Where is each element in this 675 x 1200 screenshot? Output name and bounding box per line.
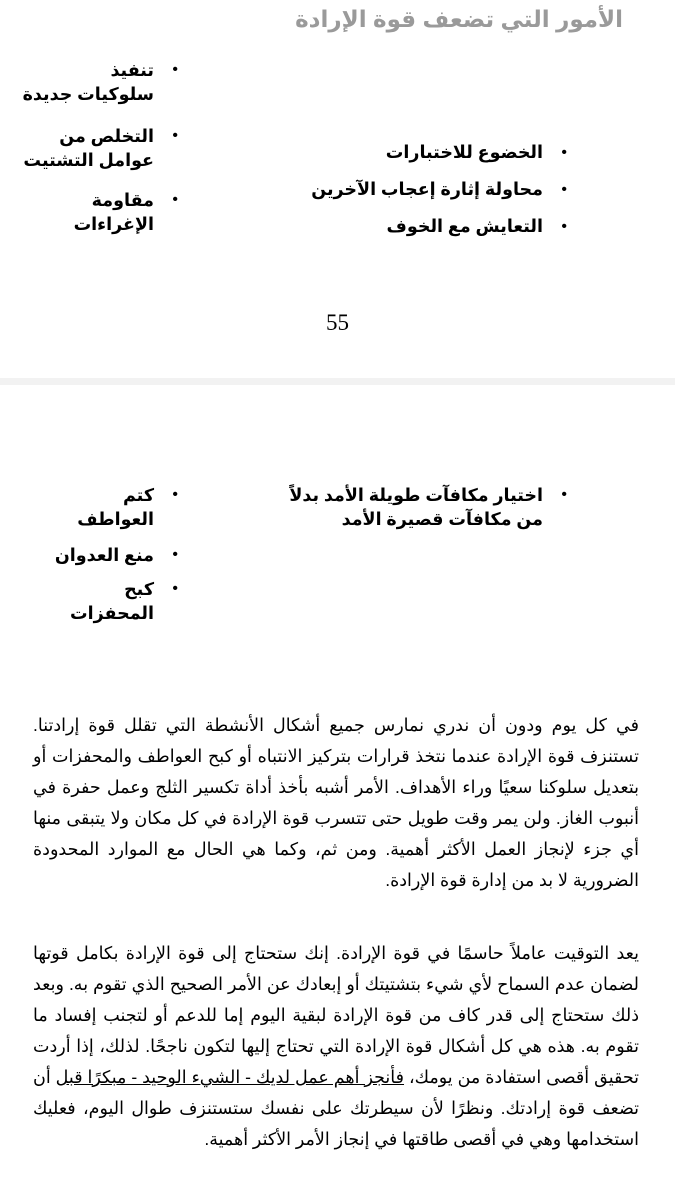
- underlined-key-phrase: فأنجز أهم عمل لديك - الشيء الوحيد - مبكرًا قبل: [55, 1067, 405, 1087]
- body-paragraph-1: في كل يوم ودون أن ندري نمارس جميع أشكال الأنشطة التي تقلل قوة إرادتنا. تستنزف قوة الإرادة عندما نتخذ قرارات بتركيز الانتباه أو كبح العواطف والمحفزات أو بتعديل سلوكنا سعيًا وراء الأهداف. الأمر أشبه بأخذ أداة تكسير الثلج وعمل حفرة في أنبوب الغاز. ولن يمر وقت طويل حتى تتسرب قوة الإرادة في كل مكان ولا يتبقى منها أي جزء لإنجاز العمل الأكثر أهمية. ومن ثم، وكما هي الحال مع الموارد المحدودة الضرورية لا بد من إدارة قوة الإرادة.: [33, 715, 639, 890]
- page-number: 55: [326, 310, 349, 335]
- strengthen-list-right: [289, 483, 567, 531]
- list-item: • التخلص من عوامل التشتيت: [23, 124, 178, 172]
- list-item: • التعايش مع الخوف: [311, 208, 567, 245]
- list-item: • محاولة إثارة إعجاب الآخرين: [311, 171, 567, 208]
- list-item: • تنفيذ سلوكيات جديدة: [23, 58, 178, 106]
- paragraph-2-text-b: أن تضعف قوة إرادتك. ونظرًا لأن سيطرتك على نفسك ستستنزف طوال اليوم، فعليك استخدامها وهي في أقصى طاقتها في إنجاز الأمر الأكثر أهمية.: [33, 1067, 639, 1149]
- list-item: • اختيار مكافآت طويلة الأمد بدلاً من مكافآت قصيرة الأمد: [289, 483, 567, 531]
- weaken-list-right: [311, 134, 567, 245]
- page-56: [0, 385, 675, 1200]
- list-item: • كتم العواطف: [55, 483, 178, 531]
- weaken-list-left: [23, 58, 178, 236]
- list-item: • كبح المحفزات: [55, 577, 178, 625]
- list-item: • منع العدوان: [55, 543, 178, 567]
- page-55: [0, 0, 675, 378]
- paragraph-2-text-a: يعد التوقيت عاملاً حاسمًا في قوة الإرادة. إنك ستحتاج إلى قوة الإرادة بكامل قوتها لضمان عدم السماح لأي شيء بتشتيتك أو إبعادك عن الأمر الصحيح الذي تقوم به. وبعد ذلك ستحتاج إلى قدر كاف من قوة الإرادة لبقية اليوم إما للدعم أو لتجنب إفساد ما تقوم به. هذه هي كل أشكال قوة الإرادة التي تحتاج إليها لتكون ناجحًا. لذلك، إذا أردت تحقيق أقصى استفادة من يومك،: [33, 943, 640, 1087]
- list-item: • الخضوع للاختبارات: [311, 134, 567, 171]
- strengthen-list-left: [55, 483, 178, 625]
- list-item: • مقاومة الإغراءات: [23, 188, 178, 236]
- page-divider: [0, 378, 675, 385]
- section-heading: الأمور التي تضعف قوة الإرادة: [295, 6, 623, 32]
- body-paragraph-2: [33, 938, 639, 1155]
